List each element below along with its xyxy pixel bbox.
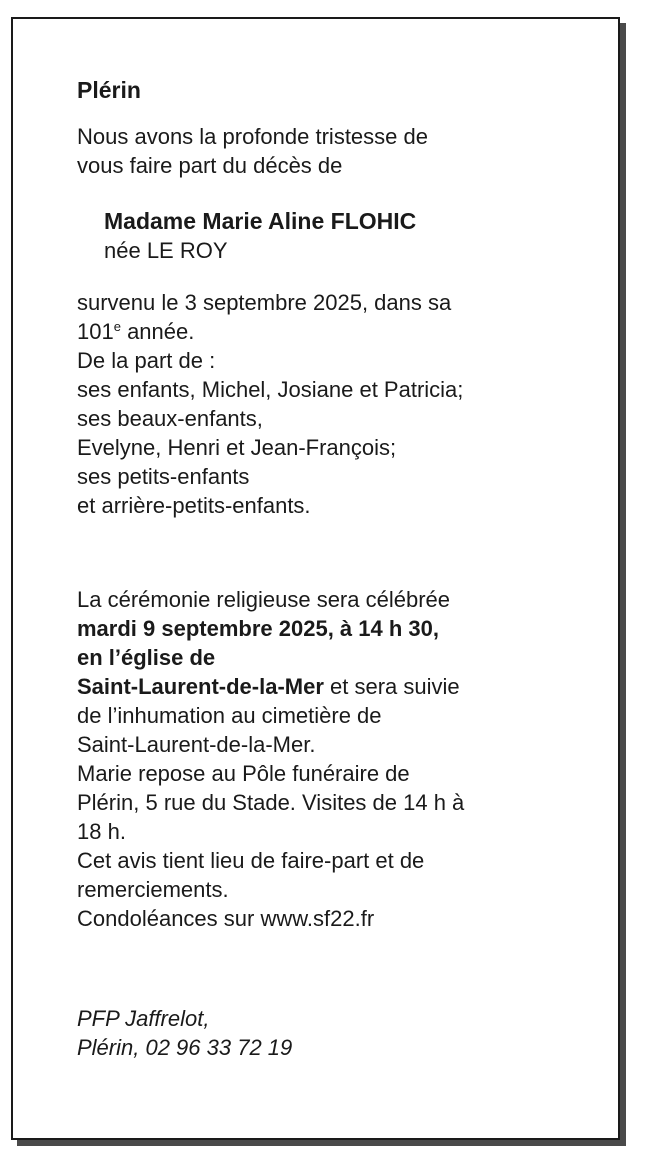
ceremony-follow: et sera suivie: [323, 674, 460, 699]
ceremony-place-line: [77, 672, 464, 701]
undertaker-signature: [77, 1004, 292, 1062]
obituary-notice-frame: [11, 17, 620, 1140]
visit-line: 18 h.: [77, 819, 126, 844]
ceremony-details: [77, 585, 464, 933]
age-suffix: e: [113, 319, 121, 334]
family-line: ses petits-enfants: [77, 464, 250, 489]
family-line: ses beaux-enfants,: [77, 406, 263, 431]
death-date-line: survenu le 3 septembre 2025, dans sa: [77, 290, 452, 315]
family-line: ses enfants, Michel, Josiane et Patricia;: [77, 377, 464, 402]
age-line: [77, 317, 463, 346]
deceased-block: [104, 207, 416, 265]
undertaker-line: PFP Jaffrelot,: [77, 1006, 210, 1031]
condolences-line: Condoléances sur www.sf22.fr: [77, 906, 375, 931]
deceased-name: Madame Marie Aline FLOHIC: [104, 208, 417, 234]
intro-text: [77, 122, 428, 180]
closing-line: remerciements.: [77, 877, 229, 902]
ceremony-date: mardi 9 septembre 2025, à 14 h 30,: [77, 616, 439, 641]
burial-line: Saint-Laurent-de-la-Mer.: [77, 732, 316, 757]
ceremony-intro: La cérémonie religieuse sera célébrée: [77, 587, 450, 612]
age-word: année.: [120, 319, 195, 344]
ceremony-place: Saint-Laurent-de-la-Mer: [77, 674, 324, 699]
intro-line: Nous avons la profonde tristesse de: [77, 124, 428, 149]
death-details: [77, 288, 463, 520]
family-line: De la part de :: [77, 348, 216, 373]
maiden-name: née LE ROY: [104, 238, 228, 263]
burial-line: de l’inhumation au cimetière de: [77, 703, 382, 728]
visit-line: Marie repose au Pôle funéraire de: [77, 761, 410, 786]
town-heading: Plérin: [77, 77, 141, 103]
family-line: Evelyne, Henri et Jean-François;: [77, 435, 397, 460]
intro-line: vous faire part du décès de: [77, 153, 343, 178]
ceremony-church: en l’église de: [77, 645, 216, 670]
family-line: et arrière-petits-enfants.: [77, 493, 311, 518]
age-number: 101: [77, 319, 114, 344]
closing-line: Cet avis tient lieu de faire-part et de: [77, 848, 425, 873]
undertaker-line: Plérin, 02 96 33 72 19: [77, 1035, 293, 1060]
visit-line: Plérin, 5 rue du Stade. Visites de 14 h à: [77, 790, 465, 815]
